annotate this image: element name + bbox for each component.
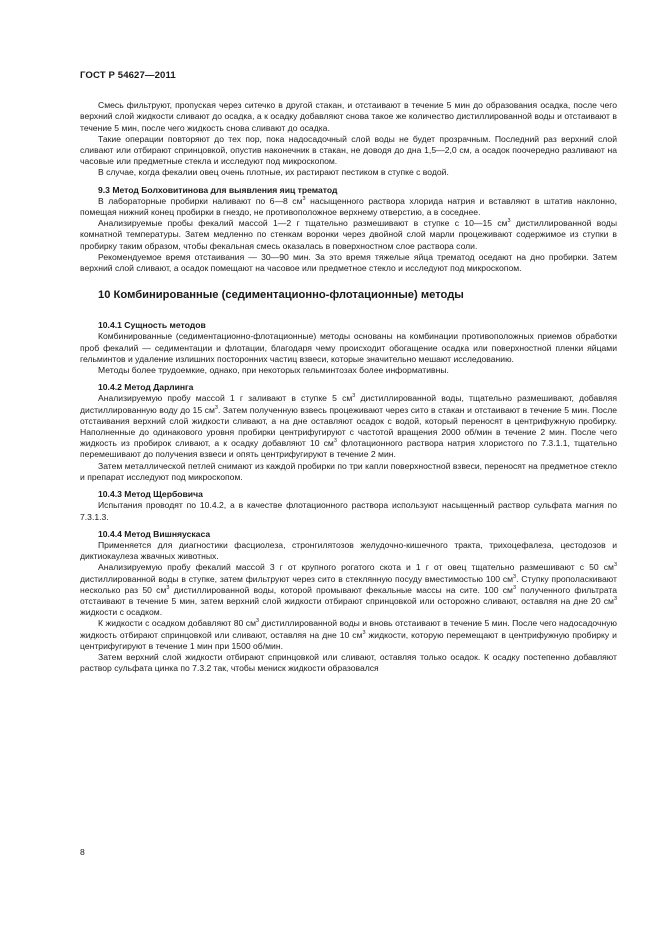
paragraph: Затем металлической петлей снимают из каждой пробирки по три капли поверхностной взвеси, переносят на предметное стекло и препарат исследуют под микроскопом. — [80, 460, 617, 482]
paragraph: Методы более трудоемкие, однако, при некоторых гельминтозах более информативны. — [98, 365, 449, 376]
subsection-heading: 9.3 Метод Болховитинова для выявления яиц трематод — [98, 184, 338, 195]
paragraph: Анализируемую пробу фекалий массой 3 г от крупного рогатого скота и 1 г от овец тщательно размешивают с 50 $см^3$ дистиллированной воды в ступке, затем фильтруют через сито в стеклянную посуду вместимостью 100 $см^3$. Ступку прополаскивают несколько раз 50 $см^3$ дистиллированной воды, которой промывают фекальные массы на сите. 100 $см^3$ полученного фильтрата отстаивают в течение 5 мин, затем верхний слой жидкости отбирают спринцовкой или осторожно сливают, оставляя на дне 20 $см^3$ жидкости с осадком. — [80, 562, 618, 618]
subsection-heading: 10.4.3 Метод Щербовича — [98, 489, 203, 500]
paragraph: Комбинированные (седиментационно-флотационные) методы основаны на комбинации противоположных приемов обработки проб фекалий — седиментации и флотации, благодаря чему происходит обогащение осадка или поверхностной пленки яйцами гельминтов и удаление излишних посторонних частиц взвеси, которые значительно мешают исследованию. — [80, 331, 617, 364]
subsection-heading: 10.4.1 Сущность методов — [98, 320, 206, 331]
subsection-heading: 10.4.4 Метод Вишняускаса — [98, 528, 211, 539]
page-body — [80, 100, 617, 674]
paragraph: К жидкости с осадком добавляют 80 $см^3$ дистиллированной воды и вновь отстаивают в течение 5 мин. После чего надосадочную жидкость отбирают спринцовкой или сливают, оставляя на дне 10 $см^3$ жидкости, которую перемещают в центрифужную пробирку и центрифугируют в течение 1 мин при 1500 об/мин. — [80, 618, 617, 651]
paragraph: Анализируемую пробу массой 1 г заливают в ступке 5 $см^3$ дистиллированной воды, тщательно размешивают, добавляя дистиллированную воду до 15 $см^3$. Затем полученную взвесь процеживают через сито в стакан и отстаивают в течение 5 мин. После отстаивания верхний слой жидкости сливают, а на дне оставляют осадок с водой, который переносят в центрифужную пробирку. Наполненные до одинакового уровня пробирки центрифугируют с частотой вращения 2000 об/мин в течение 2 мин. После чего жидкость из пробирок сливают, а к осадку добавляют 10 $см^3$ флотационного раствора натрия хлористого по 7.3.1.1, тщательно перемешивают до получения взвеси и опять центрифугируют в течение 2 мин. — [80, 393, 617, 460]
paragraph: Испытания проводят по 10.4.2, а в качестве флотационного раствора используют насыщенный раствор сульфата магния по 7.3.1.3. — [80, 500, 617, 522]
subsection-heading: 10.4.2 Метод Дарлинга — [98, 382, 194, 393]
page-number: 8 — [80, 847, 85, 857]
section-heading: 10 Комбинированные (седиментационно-флотационные) методы — [98, 289, 464, 302]
paragraph: В случае, когда фекалии овец очень плотные, их растирают пестиком в ступке с водой. — [98, 167, 449, 178]
paragraph: В лабораторные пробирки наливают по 6—8 $см^3$ насыщенного раствора хлорида натрия и вставляют в штатив наклонно, помещая нижний конец пробирки в гнездо, не противоположное верхнему отверстию, а в соседнее. — [80, 195, 617, 218]
page-header: ГОСТ Р 54627—2011 — [80, 70, 176, 81]
paragraph: Рекомендуемое время отстаивания — 30—90 мин. За это время тяжелые яйца трематод оседают на дно пробирки. Затем верхний слой сливают, а осадок помещают на часовое или предметное стекло и исследуют под микроскопом. — [80, 251, 617, 274]
paragraph: Затем верхний слой жидкости отбирают спринцовкой или сливают, оставляя только осадок. К осадку постепенно добавляют раствор сульфата цинка по 7.3.2 так, чтобы мениск жидкости образовался — [80, 651, 617, 674]
paragraph: Смесь фильтруют, пропуская через ситечко в другой стакан, и отстаивают в течение 5 мин до образования осадка, после чего верхний слой жидкости сливают до осадка, а к осадку добавляют снова такое же количество дистиллированной воды и отстаивают в течение 5 мин, после чего жидкость снова сливают до осадка. — [80, 100, 617, 133]
paragraph: Анализируемые пробы фекалий массой 1—2 г тщательно размешивают в ступке с 10—15 $см^3$ дистиллированной воды комнатной температуры. Затем медленно по стенкам воронки через двойной слой марли процеживают содержимое из ступки в пробирку таким образом, чтобы фекальная смесь оказалась в поверхностном слое раствора соли. — [80, 218, 617, 251]
paragraph: Такие операции повторяют до тех пор, пока надосадочный слой воды не будет прозрачным. Последний раз верхний слой сливают или отбирают спринцовкой, опустив наконечник в стакан, не доводя до дна 1,5—2,0 см, а осадок поочередно разливают на часовые или предметные стекла и исследуют под микроскопом. — [80, 133, 617, 167]
paragraph: Применяется для диагностики фасциолеза, стронгилятозов желудочно-кишечного тракта, трихоцефалеза, цестодозов и диктиокаулеза жвачных животных. — [80, 539, 617, 562]
